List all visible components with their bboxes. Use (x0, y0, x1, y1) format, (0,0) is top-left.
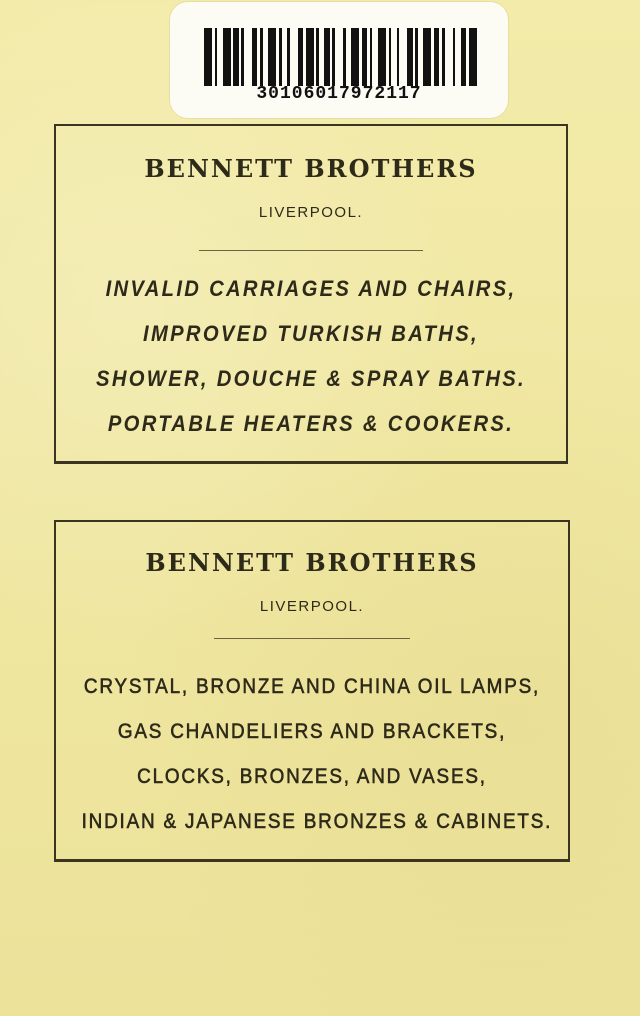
barcode-graphic (204, 28, 480, 86)
product-line: INVALID CARRIAGES AND CHAIRS, (105, 276, 517, 301)
product-lines (56, 266, 566, 446)
company-city: LIVERPOOL. (258, 204, 364, 221)
company-name: BENNETT BROTHERS (144, 154, 478, 183)
advertisement-baths (54, 124, 568, 464)
product-line: INDIAN & JAPANESE BRONZES & CABINETS. (81, 810, 553, 833)
product-line: CRYSTAL, BRONZE AND CHINA OIL LAMPS, (83, 675, 541, 698)
advertisement-lamps (54, 520, 570, 862)
product-line: GAS CHANDELIERS AND BRACKETS, (117, 720, 507, 743)
product-line: SHOWER, DOUCHE & SPRAY BATHS. (96, 366, 526, 391)
divider-rule (199, 250, 423, 251)
product-line: CLOCKS, BRONZES, AND VASES, (137, 765, 487, 788)
divider-rule (214, 638, 410, 639)
product-lines (56, 664, 568, 844)
barcode-number: 30106017972117 (256, 84, 422, 104)
product-line: IMPROVED TURKISH BATHS, (143, 321, 479, 346)
product-line: PORTABLE HEATERS & COOKERS. (107, 411, 515, 436)
company-city: LIVERPOOL. (259, 598, 365, 615)
library-barcode-label (170, 2, 508, 118)
company-name: BENNETT BROTHERS (145, 548, 479, 577)
